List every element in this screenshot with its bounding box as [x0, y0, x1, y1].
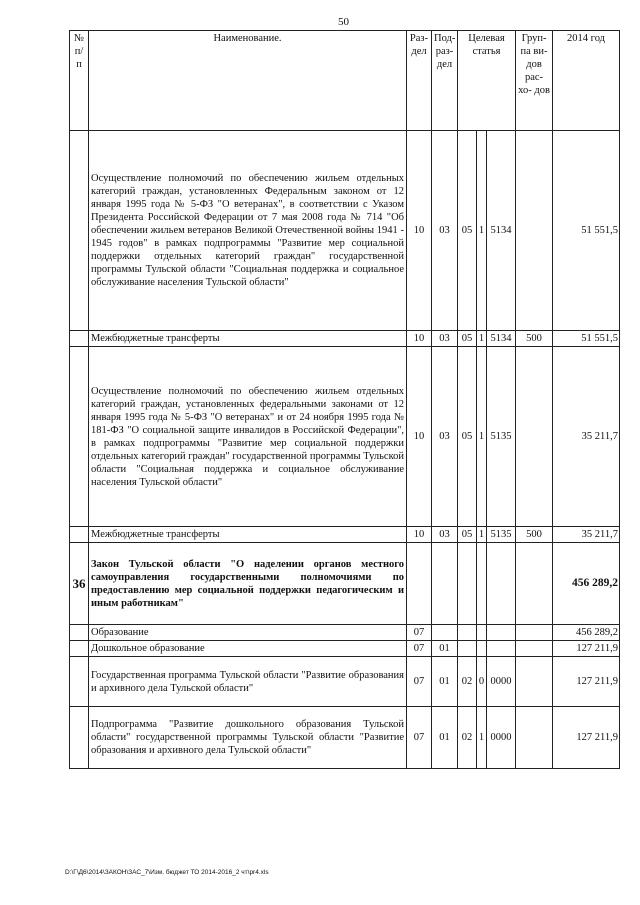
table-row [70, 707, 620, 769]
cell-vr: 500 [516, 331, 553, 347]
cell-pr: 01 [432, 657, 458, 707]
cell-num [70, 641, 89, 657]
cell-num [70, 131, 89, 331]
header-year: 2014 год [553, 31, 620, 131]
cell-r: 10 [407, 131, 432, 331]
cell-name: Межбюджетные трансферты [89, 527, 407, 543]
header-vid: Груп- па ви- дов рас- хо- дов [516, 31, 553, 131]
cell-name: Подпрограмма "Развитие дошкольного образования Тульской области" государственной программы Тульской области "Развитие образования и архивного дела Тульской области" [89, 707, 407, 769]
cell-cs2 [477, 641, 487, 657]
header-target: Целевая статья [458, 31, 516, 131]
cell-cs3: 5135 [487, 527, 516, 543]
table-row [70, 641, 620, 657]
cell-sum: 35 211,7 [553, 527, 620, 543]
cell-num [70, 707, 89, 769]
cell-pr [432, 543, 458, 625]
cell-vr [516, 707, 553, 769]
cell-sum: 456 289,2 [553, 625, 620, 641]
cell-cs2 [477, 543, 487, 625]
cell-num [70, 657, 89, 707]
cell-sum: 35 211,7 [553, 347, 620, 527]
cell-vr [516, 347, 553, 527]
table-row [70, 657, 620, 707]
table-row [70, 131, 620, 331]
table-row [70, 527, 620, 543]
cell-pr: 03 [432, 131, 458, 331]
cell-pr: 03 [432, 527, 458, 543]
cell-cs3 [487, 641, 516, 657]
header-razdel: Раз- дел [407, 31, 432, 131]
cell-cs2: 1 [477, 131, 487, 331]
header-num: № п/п [70, 31, 89, 131]
cell-name: Осуществление полномочий по обеспечению жильем отдельных категорий граждан, установленных федеральными законами от 12 января 1995 года № 5-ФЗ "О ветеранах" и от 24 ноября 1995 года № 181-ФЗ "О социальной защите инвалидов в Российской Федерации", в рамках подпрограммы "Развитие мер социальной поддержки отдельных категорий граждан" государственной программы Тульской области "Социальная поддержка и социальное обслуживание населения Тульской области" [89, 347, 407, 527]
cell-r: 10 [407, 347, 432, 527]
cell-sum: 127 211,9 [553, 641, 620, 657]
cell-num [70, 625, 89, 641]
cell-r: 07 [407, 625, 432, 641]
header-podrazdel: Под- раз- дел [432, 31, 458, 131]
cell-pr: 01 [432, 707, 458, 769]
table-row [70, 331, 620, 347]
cell-name: Межбюджетные трансферты [89, 331, 407, 347]
cell-cs3: 5135 [487, 347, 516, 527]
cell-cs2: 1 [477, 331, 487, 347]
cell-vr [516, 131, 553, 331]
cell-cs3: 5134 [487, 131, 516, 331]
cell-cs1: 02 [458, 657, 477, 707]
cell-sum: 127 211,9 [553, 707, 620, 769]
cell-cs2: 1 [477, 347, 487, 527]
cell-cs3: 0000 [487, 707, 516, 769]
cell-cs1 [458, 543, 477, 625]
cell-r: 10 [407, 527, 432, 543]
table-row [70, 347, 620, 527]
cell-num [70, 347, 89, 527]
cell-name: Закон Тульской области "О наделении органов местного самоуправления государственными полномочиями по предоставлению мер социальной поддержки педагогическим и иным работникам" [89, 543, 407, 625]
cell-vr [516, 543, 553, 625]
cell-name: Осуществление полномочий по обеспечению жильем отдельных категорий граждан, установленных Федеральным законом от 12 января 1995 года № 5-ФЗ "О ветеранах", в соответствии с Указом Президента Российской Федерации от 7 мая 2008 года № 714 "Об обеспечении жильем ветеранов Великой Отечественной войны 1941 - 1945 годов" в рамках подпрограммы "Развитие мер социальной поддержки отдельных категорий граждан" государственной программы Тульской области "Социальная поддержка и социальное обслуживание населения Тульской области" [89, 131, 407, 331]
cell-cs3: 5134 [487, 331, 516, 347]
cell-cs3 [487, 543, 516, 625]
cell-pr: 03 [432, 347, 458, 527]
cell-cs2: 0 [477, 657, 487, 707]
cell-r: 10 [407, 331, 432, 347]
cell-name: Дошкольное образование [89, 641, 407, 657]
cell-vr [516, 625, 553, 641]
cell-num [70, 331, 89, 347]
cell-r: 07 [407, 707, 432, 769]
cell-pr [432, 625, 458, 641]
header-row [70, 31, 620, 131]
cell-cs1: 02 [458, 707, 477, 769]
page-number: 50 [338, 16, 349, 28]
cell-cs1 [458, 641, 477, 657]
cell-cs3 [487, 625, 516, 641]
cell-cs1: 05 [458, 331, 477, 347]
cell-cs1: 05 [458, 131, 477, 331]
cell-sum: 456 289,2 [553, 543, 620, 625]
cell-cs2: 1 [477, 527, 487, 543]
budget-table [69, 30, 620, 769]
cell-sum: 51 551,5 [553, 131, 620, 331]
cell-cs1: 05 [458, 347, 477, 527]
cell-vr [516, 641, 553, 657]
cell-r: 07 [407, 657, 432, 707]
cell-pr: 03 [432, 331, 458, 347]
cell-num: 36 [70, 543, 89, 625]
file-path-footer: D:\Г\Д6\2014\ЗАКОН\ЗАС_7\Изм. бюджет ТО 2014-2016_2 чт\pr4.xls [65, 869, 269, 876]
cell-vr: 500 [516, 527, 553, 543]
header-name: Наименование. [89, 31, 407, 131]
cell-r: 07 [407, 641, 432, 657]
table-body [70, 131, 620, 769]
table-row [70, 625, 620, 641]
cell-sum: 51 551,5 [553, 331, 620, 347]
cell-sum: 127 211,9 [553, 657, 620, 707]
table-row [70, 543, 620, 625]
cell-vr [516, 657, 553, 707]
cell-cs3: 0000 [487, 657, 516, 707]
cell-pr: 01 [432, 641, 458, 657]
cell-name: Государственная программа Тульской области "Развитие образования и архивного дела Тульской области" [89, 657, 407, 707]
cell-cs2 [477, 625, 487, 641]
cell-name: Образование [89, 625, 407, 641]
cell-r [407, 543, 432, 625]
cell-cs2: 1 [477, 707, 487, 769]
cell-num [70, 527, 89, 543]
cell-cs1: 05 [458, 527, 477, 543]
cell-cs1 [458, 625, 477, 641]
